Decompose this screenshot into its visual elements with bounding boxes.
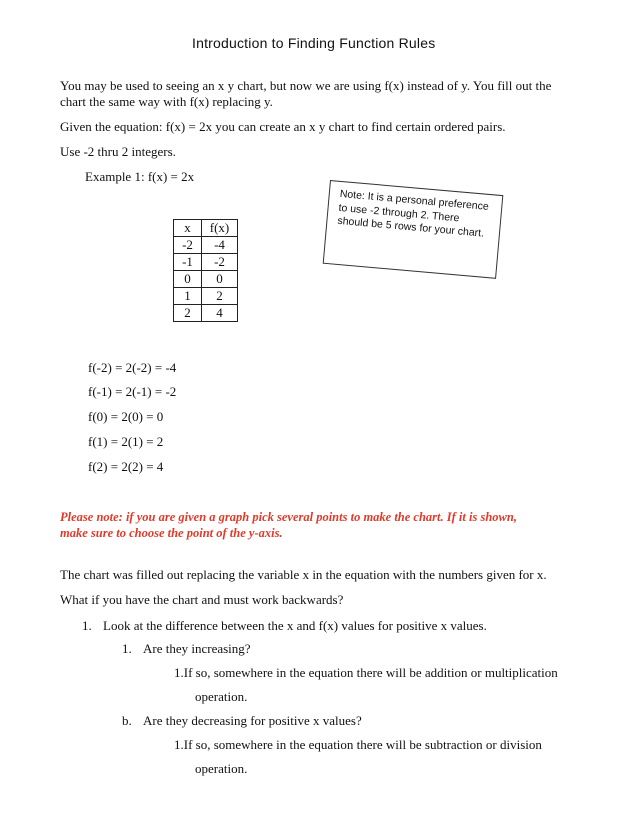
cell-fx: -4	[202, 237, 238, 254]
intro-line-2: chart the same way with f(x) replacing y.	[60, 94, 273, 109]
work-line: f(0) = 2(0) = 0	[88, 409, 164, 424]
list-item-1: Look at the difference between the x and f(x) values for positive x values.	[103, 618, 487, 633]
table-row	[174, 305, 238, 322]
work-line: f(-2) = 2(-2) = -4	[88, 360, 177, 375]
sub-list-number: 1.	[122, 641, 132, 656]
integer-range: Use -2 thru 2 integers.	[60, 144, 176, 159]
intro-line-1: You may be used to seeing an x y chart, but now we are using f(x) instead of y. You fill out the	[60, 78, 552, 93]
cell-x: 2	[174, 305, 202, 322]
sub-detail-2-line-1: 1.If so, somewhere in the equation there will be subtraction or division	[174, 737, 542, 752]
cell-x: 1	[174, 288, 202, 305]
list-number: 1.	[82, 618, 92, 633]
cell-x: -1	[174, 254, 202, 271]
cell-fx: 0	[202, 271, 238, 288]
cell-fx: 2	[202, 288, 238, 305]
what-if-text: What if you have the chart and must work backwards?	[60, 592, 344, 607]
work-line: f(1) = 2(1) = 2	[88, 434, 164, 449]
cell-x: -2	[174, 237, 202, 254]
xy-table	[173, 219, 238, 322]
example-label: Example 1: f(x) = 2x	[85, 169, 195, 184]
table-row	[174, 288, 238, 305]
work-line: f(-1) = 2(-1) = -2	[88, 384, 177, 399]
sub-list-letter: b.	[122, 713, 132, 728]
please-note-line-1: Please note: if you are given a graph pick several points to make the chart. If it is shown,	[60, 510, 517, 524]
table-header-row	[174, 220, 238, 237]
table-row	[174, 254, 238, 271]
sub-detail-1-line-2: operation.	[195, 689, 248, 704]
header-fx: f(x)	[202, 220, 238, 237]
table-row	[174, 237, 238, 254]
table-row	[174, 271, 238, 288]
sub-item-decreasing: Are they decreasing for positive x values?	[143, 713, 362, 728]
cell-fx: 4	[202, 305, 238, 322]
sub-item-increasing: Are they increasing?	[143, 641, 251, 656]
note-box	[323, 180, 504, 279]
given-equation: Given the equation: f(x) = 2x you can create an x y chart to find certain ordered pairs.	[60, 119, 506, 134]
chart-filled-text: The chart was filled out replacing the variable x in the equation with the numbers given for x.	[60, 567, 547, 582]
header-x: x	[174, 220, 202, 237]
sub-detail-1-line-1: 1.If so, somewhere in the equation there will be addition or multiplication	[174, 665, 558, 680]
cell-x: 0	[174, 271, 202, 288]
page-title: Introduction to Finding Function Rules	[192, 35, 436, 51]
work-line: f(2) = 2(2) = 4	[88, 459, 164, 474]
please-note-line-2: make sure to choose the point of the y-axis.	[60, 526, 283, 540]
sub-detail-2-line-2: operation.	[195, 761, 248, 776]
note-text: Note: It is a personal preference to use -2 through 2. There should be 5 rows for your chart.	[336, 187, 490, 240]
cell-fx: -2	[202, 254, 238, 271]
